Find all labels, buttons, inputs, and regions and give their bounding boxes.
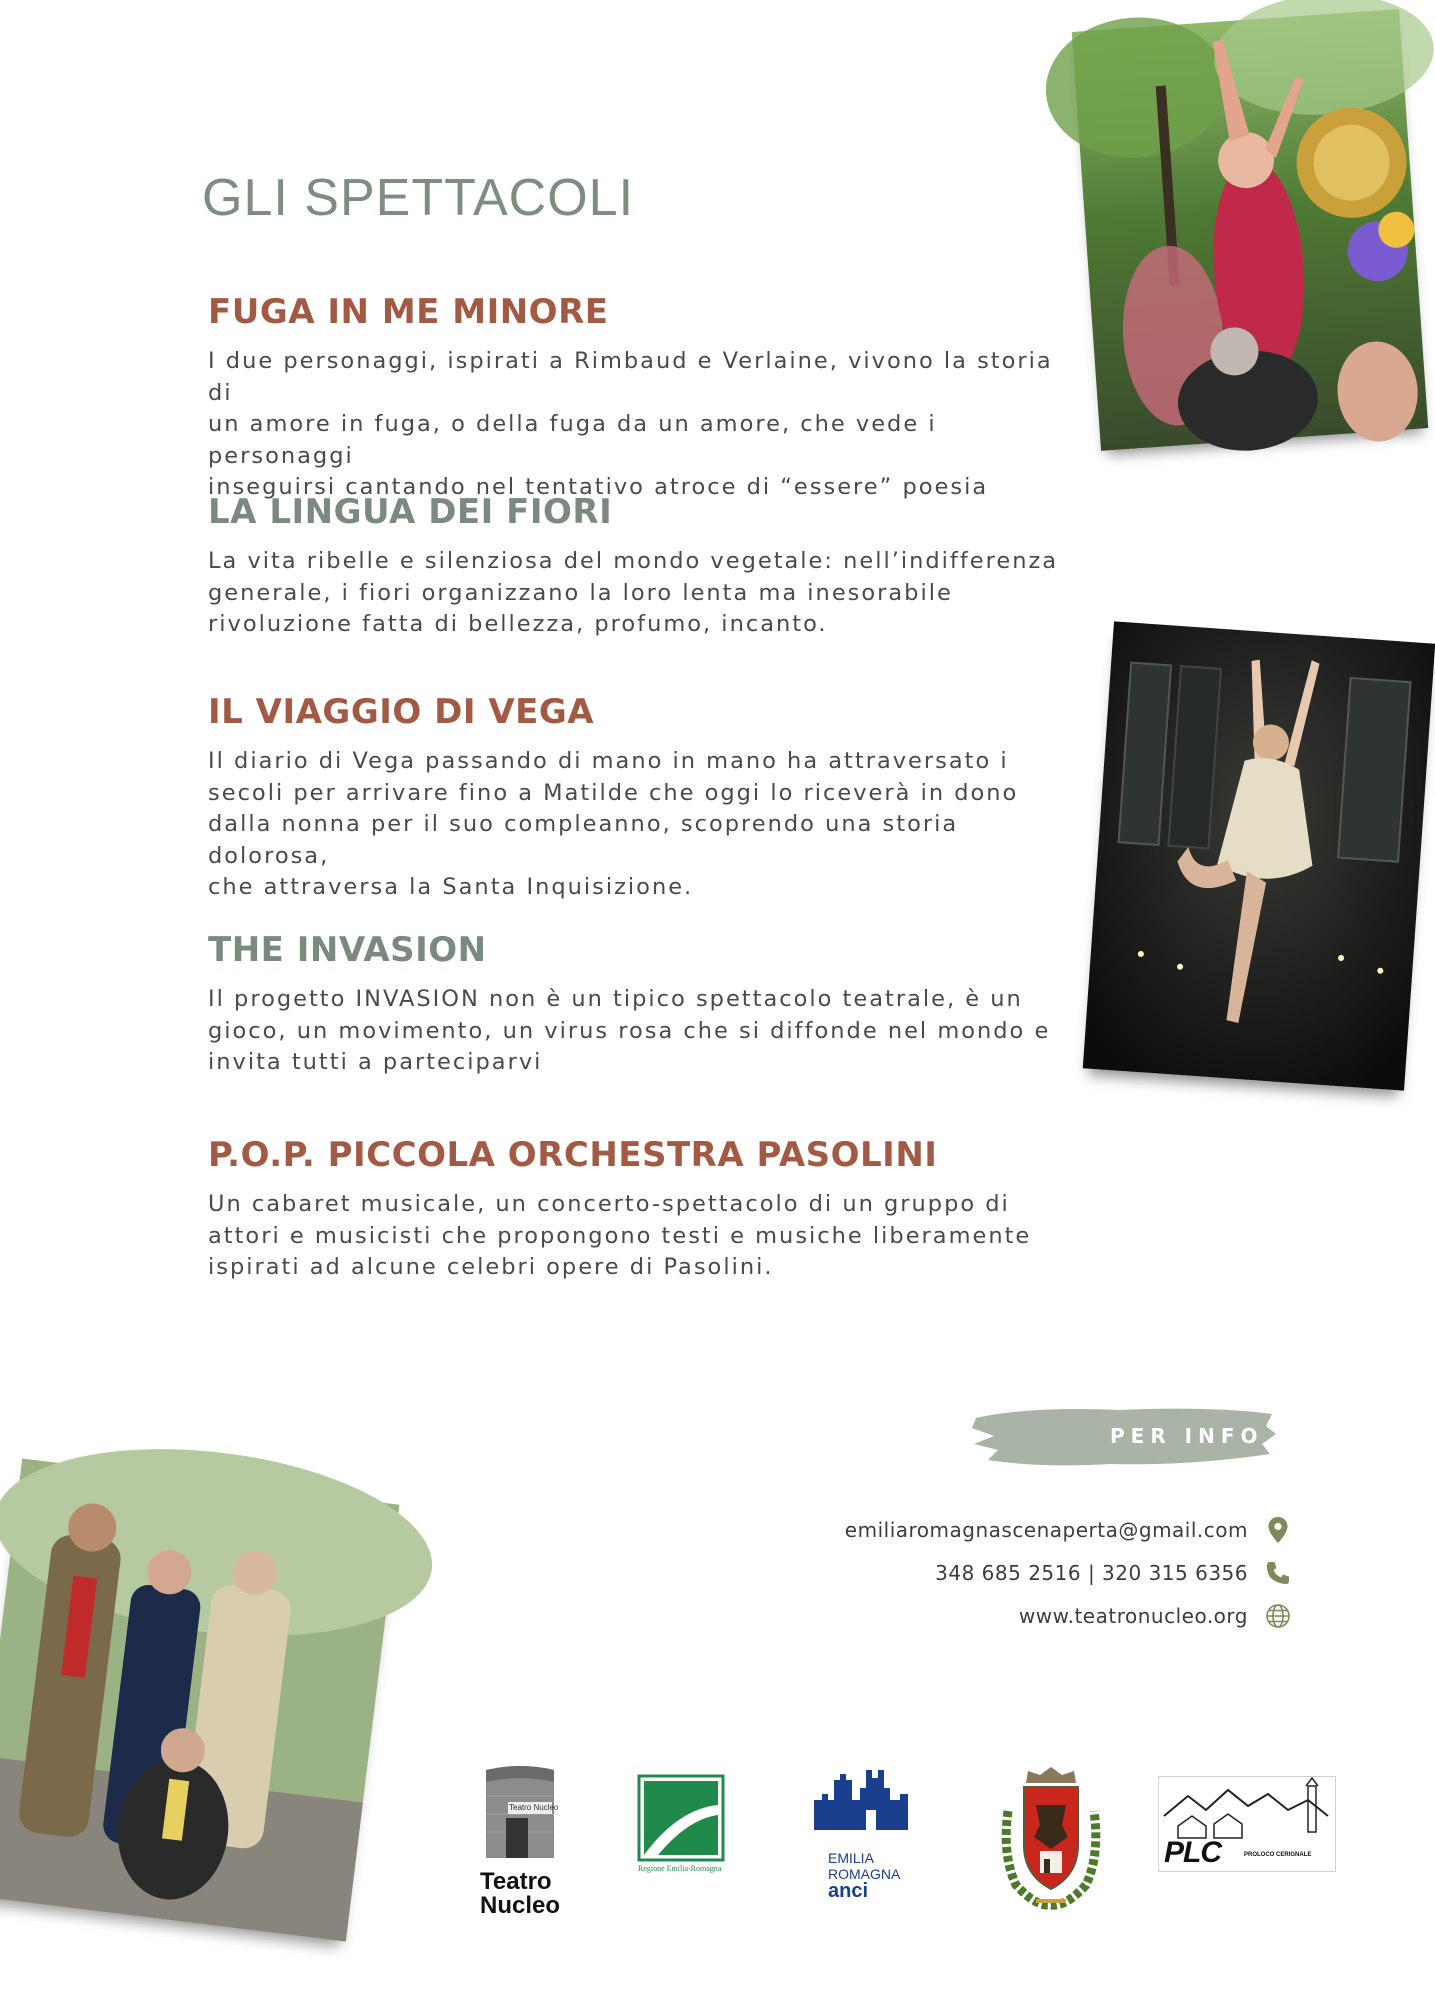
show-title: IL VIAGGIO DI VEGA [208, 692, 595, 732]
show-the-invasion [208, 930, 1078, 1079]
regione-text: Regione Emilia-Romagna [638, 1864, 722, 1873]
website-text[interactable]: www.teatronucleo.org [1018, 1604, 1248, 1628]
show-description: Un cabaret musicale, un concerto-spettacolo di un gruppo di attori e musicisti che propongono testi e musiche liberamente ispirati ad alcune celebri opere di Pasolini. [208, 1191, 1032, 1280]
logo-anci-emilia-romagna [814, 1770, 914, 1910]
show-lingua-dei-fiori [208, 492, 1078, 641]
show-title: P.O.P. PICCOLA ORCHESTRA PASOLINI [208, 1135, 938, 1175]
show-title: THE INVASION [208, 930, 487, 970]
photo-outdoor-performance [1072, 9, 1428, 451]
show-pop [208, 1135, 1078, 1284]
show-description: Il progetto INVASION non è un tipico spettacolo teatrale, è un gioco, un movimento, un virus rosa che si diffonde nel mondo e invita tutti a parteciparvi [208, 986, 1051, 1075]
photo-actors-group-image [0, 1458, 399, 1941]
teatro-nucleo-sign-text: Teatro Nucleo [509, 1803, 559, 1812]
photo-outdoor-performance-image [1072, 9, 1428, 451]
photo-dancer-image [1083, 621, 1435, 1090]
teatro-nucleo-building-icon [480, 1762, 560, 1862]
logo-teatro-nucleo [480, 1762, 560, 1920]
show-viaggio-di-vega [208, 692, 1078, 904]
logo-comune-coat-of-arms [996, 1765, 1106, 1910]
location-pin-icon [1263, 1515, 1293, 1545]
show-title: FUGA IN ME MINORE [208, 292, 609, 332]
logo-regione-emilia-romagna [638, 1775, 724, 1875]
coat-of-arms-icon [996, 1765, 1106, 1910]
contact-phone[interactable] [935, 1558, 1248, 1588]
per-info-label: PER INFO [1110, 1424, 1264, 1448]
anci-text: anci [828, 1880, 869, 1902]
photo-dancer [1083, 621, 1435, 1090]
plc-subtitle: PROLOCO CERIGNALE [1244, 1852, 1312, 1858]
teatro-nucleo-text: Teatro Nucleo [480, 1868, 561, 1919]
show-title: LA LINGUA DEI FIORI [208, 492, 613, 532]
show-description: La vita ribelle e silenziosa del mondo vegetale: nell’indifferenza generale, i fiori organizzano la loro lenta ma inesorabile rivoluzione fatta di bellezza, profumo, incanto. [208, 548, 1059, 637]
phone-icon [1263, 1558, 1293, 1588]
show-description: Il diario di Vega passando di mano in mano ha attraversato i secoli per arrivare fino a Matilde che oggi lo riceverà in dono dalla nonna per il suo compleanno, scoprendo una storia dolorosa, che attraversa la Santa Inquisizione. [208, 748, 1019, 900]
plc-text: PLC [1164, 1836, 1221, 1869]
show-description: I due personaggi, ispirati a Rimbaud e Verlaine, vivono la storia di un amore in fuga, o della fuga da un amore, che vede i personaggi inseguirsi cantando nel tentativo atroce di “essere” poesia [208, 348, 1053, 500]
anci-towers-icon [814, 1770, 908, 1850]
regione-emblem-icon [638, 1775, 724, 1861]
page-title: GLI SPETTACOLI [202, 169, 635, 227]
show-fuga [208, 292, 1078, 504]
email-text[interactable]: emiliaromagnascenaperta@gmail.com [844, 1518, 1248, 1542]
contact-email[interactable] [845, 1515, 1248, 1545]
anci-region-text: EMILIA ROMAGNA [828, 1850, 901, 1882]
phone-text[interactable]: 348 685 2516 | 320 315 6356 [935, 1561, 1248, 1585]
logo-proloco-cerignale [1158, 1776, 1336, 1876]
globe-icon [1263, 1601, 1293, 1631]
photo-actors-group [0, 1458, 399, 1941]
contact-website[interactable] [1019, 1601, 1248, 1631]
